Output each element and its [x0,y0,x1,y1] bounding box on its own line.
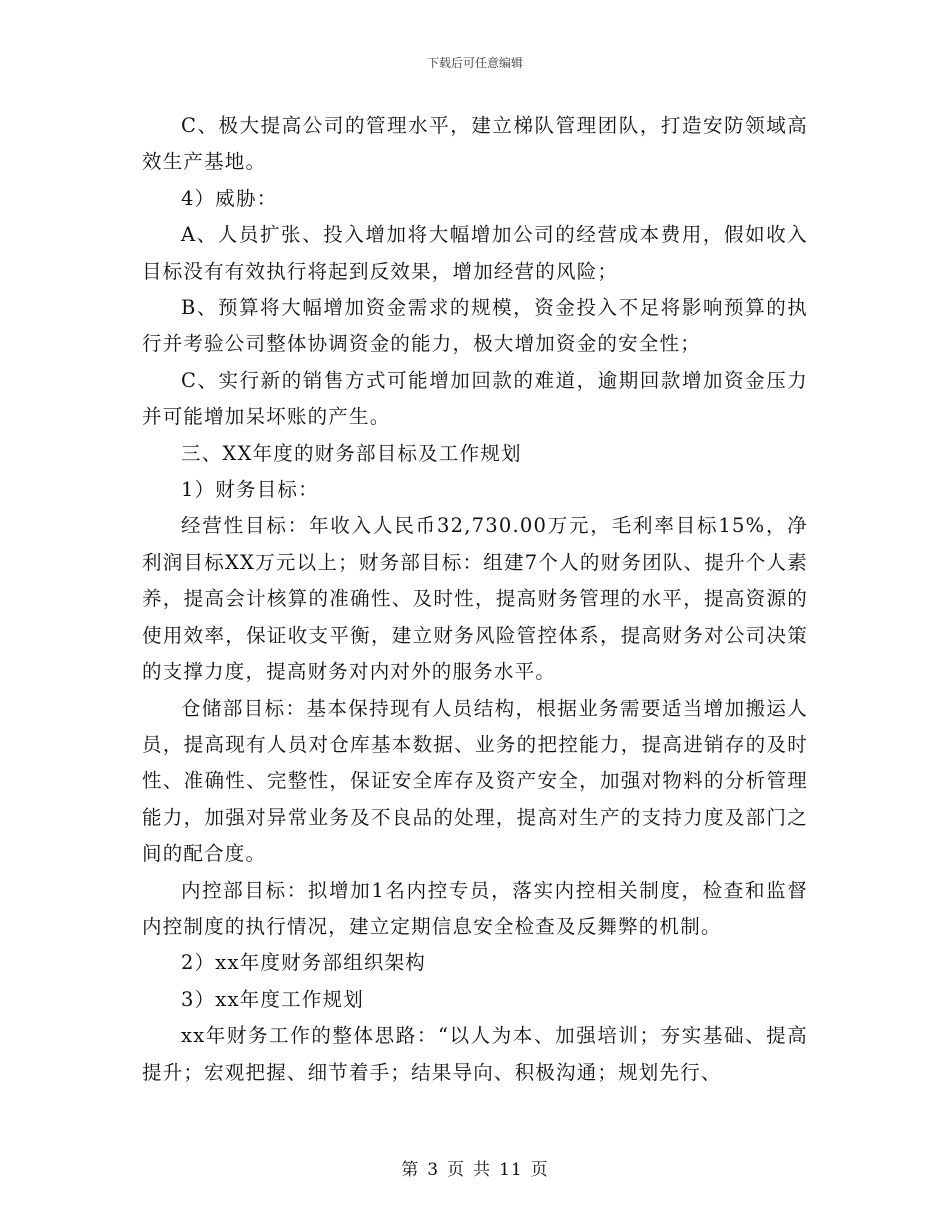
paragraph-threat-c: C、极大提高公司的管理水平，建立梯队管理团队，打造安防领域高效生产基地。 [142,114,808,174]
paragraph-internal-control-goals: 内控部目标：拟增加1名内控专员，落实内控相关制度，检查和监督内控制度的执行情况，建立定期信息安全检查及反舞弊的机制。 [142,878,808,938]
subheading-financial-goals: 1）财务目标： [181,478,319,502]
paragraph-risk-b: B、预算将大幅增加资金需求的规模，资金投入不足将影响预算的执行并考验公司整体协调资金的能力，极大增加资金的安全性； [142,296,808,356]
paragraph-operating-goals: 经营性目标：年收入人民币32,730.00万元，毛利率目标15%，净利润目标XX万元以上；财务部目标：组建7个人的财务团队、提升个人素养，提高会计核算的准确性、及时性，提高财务管理的水平，提高资源的使用效率，保证收支平衡，建立财务风险管控体系，提高财务对公司决策的支撑力度，提高财务对内对外的服务水平。 [142,514,808,684]
page-label-prefix: 第 [401,1160,420,1180]
paragraph-overall-approach: xx年财务工作的整体思路：“以人为本、加强培训；夯实基础、提高提升；宏观把握、细节着手；结果导向、积极沟通；规划先行、 [142,1024,808,1084]
heading-threats: 4）威胁： [181,186,278,210]
total-pages-number: 11 [499,1160,523,1180]
subheading-work-plan: 3）xx年度工作规划 [181,987,364,1011]
page-footer [0,1155,950,1180]
paragraph-warehouse-goals: 仓储部目标：基本保持现有人员结构，根据业务需要适当增加搬运人员，提高现有人员对仓库基本数据、业务的把控能力，提高进销存的及时性、准确性、完整性，保证安全库存及资产安全，加强对物料的分析管理能力，加强对异常业务及不良品的处理，提高对生产的支持力度及部门之间的配合度。 [142,696,808,866]
page-label-mid: 页 [447,1160,466,1180]
total-label: 共 [473,1160,492,1180]
paragraph-risk-c: C、实行新的销售方式可能增加回款的难道，逾期回款增加资金压力并可能增加呆坏账的产生。 [142,368,808,429]
subheading-org-structure: 2）xx年度财务部组织架构 [181,951,427,975]
page-label-suffix: 页 [530,1160,549,1180]
current-page-number: 3 [427,1160,440,1180]
paragraph-risk-a: A、人员扩张、投入增加将大幅增加公司的经营成本费用，假如收入目标没有有效执行将起到反效果，增加经营的风险； [142,223,808,283]
page-header: 下载后可任意编辑 [426,56,523,70]
document-body [142,108,808,1091]
section-heading-goals: 三、XX年度的财务部目标及工作规划 [181,441,522,465]
